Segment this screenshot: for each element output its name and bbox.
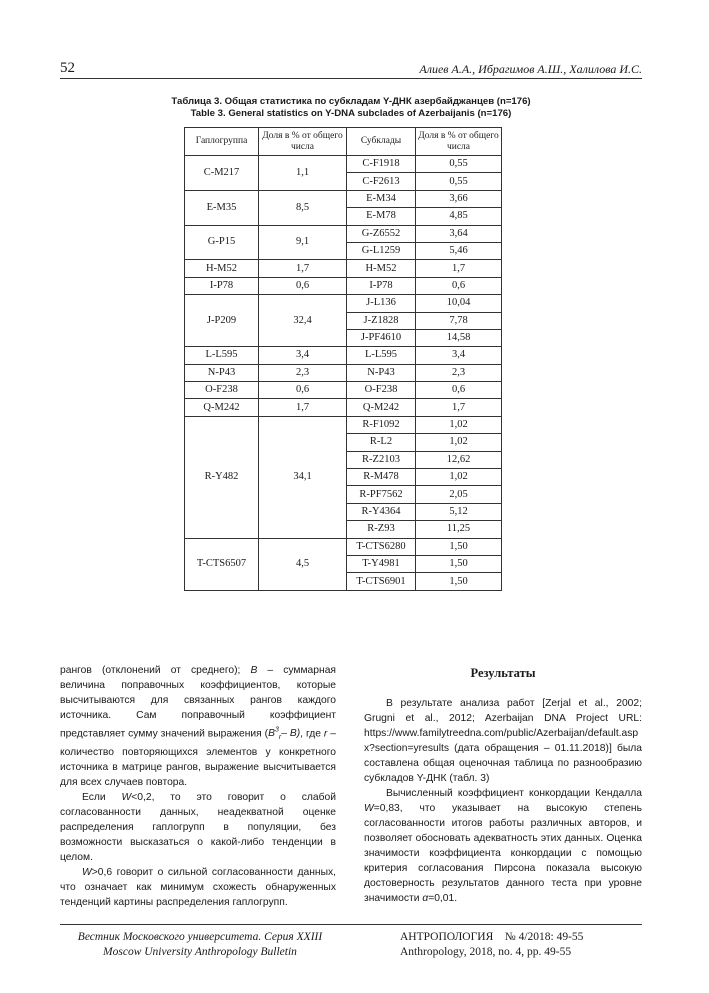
subclade-cell: C-F2613 bbox=[347, 173, 416, 190]
footer-journal-ru: Вестник Московского университета. Серия XXIII bbox=[77, 931, 323, 943]
results-heading: Результаты bbox=[470, 666, 536, 680]
haplogroup-cell: Q-M242 bbox=[185, 399, 259, 416]
subclade-share-cell: 14,58 bbox=[416, 329, 502, 346]
subclade-share-cell: 1,7 bbox=[416, 260, 502, 277]
table-caption-en: Table 3. General statistics on Y-DNA subclades of Azerbaijanis (n=176) bbox=[190, 108, 512, 119]
header-subclades: Субклады bbox=[347, 128, 416, 156]
subclade-cell: R-Z93 bbox=[347, 521, 416, 538]
table-row bbox=[185, 295, 502, 312]
paragraph-ranks: рангов (отклонений от среднего); В – суммарная величина поправочных коэффициентов, которые высчитываются для связанных рангов каждого источника. Сам поправочный коэффициент представляет сумму значений выражения ($B^3_r-$ B), где r – количество повторяющихся элементов у конкретного источника в матрице рангов, выражение высчитывается для всех случаев повтора. bbox=[60, 665, 336, 789]
table-row bbox=[185, 260, 502, 277]
subclade-cell: C-F1918 bbox=[347, 156, 416, 173]
subclade-cell: G-Z6552 bbox=[347, 225, 416, 242]
subclade-share-cell: 1,02 bbox=[416, 434, 502, 451]
subclade-cell: O-F238 bbox=[347, 382, 416, 399]
left-text-column bbox=[60, 663, 336, 910]
haplogroup-share-cell: 34,1 bbox=[259, 416, 347, 538]
haplogroup-cell: G-P15 bbox=[185, 225, 259, 260]
haplogroup-cell: T-CTS6507 bbox=[185, 538, 259, 590]
subclade-cell: G-L1259 bbox=[347, 242, 416, 259]
subclade-share-cell: 1,7 bbox=[416, 399, 502, 416]
table-row bbox=[185, 347, 502, 364]
table-row bbox=[185, 225, 502, 242]
paragraph-strong-agreement: W>0,6 говорит о сильной согласованности данных, что означает как минимум схожесть обнаруженных тенденций картины распределения гаплогрупп. bbox=[60, 867, 336, 909]
subclade-share-cell: 0,6 bbox=[416, 277, 502, 294]
subclade-cell: E-M34 bbox=[347, 190, 416, 207]
table-row bbox=[185, 156, 502, 173]
subclade-cell: E-M78 bbox=[347, 208, 416, 225]
haplogroup-share-cell: 3,4 bbox=[259, 347, 347, 364]
haplogroup-cell: E-M35 bbox=[185, 190, 259, 225]
haplogroup-share-cell: 32,4 bbox=[259, 295, 347, 347]
paragraph-kendall: Вычисленный коэффициент конкордации Кендалла W=0,83, что указывает на высокую степень согласованности итогов работы различных авторов, и позволяет обосновать адекватность этих данных. Оценка значимости коэффициента конкордации с помощью критерия согласования Пирсона показала высокую достоверность результатов данного теста при уровне значимости α=0,01. bbox=[364, 788, 642, 904]
haplogroup-share-cell: 1,7 bbox=[259, 260, 347, 277]
haplogroup-cell: J-P209 bbox=[185, 295, 259, 347]
running-header bbox=[60, 60, 642, 80]
haplogroup-cell: O-F238 bbox=[185, 382, 259, 399]
subclade-share-cell: 5,12 bbox=[416, 503, 502, 520]
table-row bbox=[185, 399, 502, 416]
haplogroup-share-cell: 1,1 bbox=[259, 156, 347, 191]
table-row bbox=[185, 277, 502, 294]
table-header-row bbox=[185, 128, 502, 156]
subclade-cell: J-L136 bbox=[347, 295, 416, 312]
footer-journal-en: Moscow University Anthropology Bulletin bbox=[103, 946, 297, 958]
footer-issue-en: Anthropology, 2018, no. 4, pp. 49-55 bbox=[400, 946, 572, 958]
subclade-share-cell: 0,55 bbox=[416, 156, 502, 173]
subclade-share-cell: 5,46 bbox=[416, 242, 502, 259]
right-text-column bbox=[364, 663, 642, 906]
haplogroup-cell: R-Y482 bbox=[185, 416, 259, 538]
header-haplogroup: Гаплогруппа bbox=[185, 128, 259, 156]
subclade-cell: R-Z2103 bbox=[347, 451, 416, 468]
table-body bbox=[185, 156, 502, 591]
subclade-share-cell: 1,02 bbox=[416, 469, 502, 486]
haplogroup-cell: H-M52 bbox=[185, 260, 259, 277]
subclade-share-cell: 1,50 bbox=[416, 555, 502, 572]
subclade-cell: J-PF4610 bbox=[347, 329, 416, 346]
subclade-cell: T-CTS6901 bbox=[347, 573, 416, 590]
subclade-cell: R-L2 bbox=[347, 434, 416, 451]
haplogroup-cell: N-P43 bbox=[185, 364, 259, 381]
subclade-share-cell: 0,6 bbox=[416, 382, 502, 399]
haplogroup-statistics-table bbox=[184, 127, 502, 591]
subclade-share-cell: 1,02 bbox=[416, 416, 502, 433]
header-subclade-share: Доля в % от общего числа bbox=[416, 128, 502, 156]
haplogroup-share-cell: 8,5 bbox=[259, 190, 347, 225]
subclade-share-cell: 3,66 bbox=[416, 190, 502, 207]
haplogroup-share-cell: 2,3 bbox=[259, 364, 347, 381]
subclade-share-cell: 10,04 bbox=[416, 295, 502, 312]
subclade-share-cell: 0,55 bbox=[416, 173, 502, 190]
page-number: 52 bbox=[60, 60, 75, 76]
header-rule bbox=[60, 78, 642, 79]
table-caption bbox=[60, 96, 642, 120]
haplogroup-share-cell: 9,1 bbox=[259, 225, 347, 260]
footer-issue-ru: АНТРОПОЛОГИЯ № 4/2018: 49-55 bbox=[400, 931, 584, 943]
haplogroup-share-cell: 4,5 bbox=[259, 538, 347, 590]
subclade-share-cell: 12,62 bbox=[416, 451, 502, 468]
subclade-share-cell: 4,85 bbox=[416, 208, 502, 225]
haplogroup-share-cell: 0,6 bbox=[259, 277, 347, 294]
subclade-share-cell: 7,78 bbox=[416, 312, 502, 329]
subclade-share-cell: 3,4 bbox=[416, 347, 502, 364]
subclade-cell: R-Y4364 bbox=[347, 503, 416, 520]
subclade-cell: N-P43 bbox=[347, 364, 416, 381]
footer-rule bbox=[60, 924, 642, 925]
paragraph-weak-agreement: Если W<0,2, то это говорит о слабой согласованности данных, неадекватной оценке распределения гаплогрупп в популяции, без возможности высказаться о какой-либо тенденции в целом. bbox=[60, 792, 336, 864]
running-authors: Алиев А.А., Ибрагимов А.Ш., Халилова И.С. bbox=[419, 62, 642, 76]
subclade-cell: L-L595 bbox=[347, 347, 416, 364]
subclade-cell: H-M52 bbox=[347, 260, 416, 277]
table-caption-ru: Таблица 3. Общая статистика по субкладам Y-ДНК азербайджанцев (n=176) bbox=[171, 96, 531, 107]
subclade-cell: R-M478 bbox=[347, 469, 416, 486]
subclade-share-cell: 3,64 bbox=[416, 225, 502, 242]
subclade-cell: T-CTS6280 bbox=[347, 538, 416, 555]
subclade-share-cell: 2,05 bbox=[416, 486, 502, 503]
subclade-cell: R-PF7562 bbox=[347, 486, 416, 503]
footer-issue bbox=[400, 930, 642, 960]
table-row bbox=[185, 382, 502, 399]
subclade-cell: Q-M242 bbox=[347, 399, 416, 416]
subclade-cell: T-Y4981 bbox=[347, 555, 416, 572]
table-row bbox=[185, 416, 502, 433]
haplogroup-share-cell: 1,7 bbox=[259, 399, 347, 416]
header-haplogroup-share: Доля в % от общего числа bbox=[259, 128, 347, 156]
subclade-cell: R-F1092 bbox=[347, 416, 416, 433]
subclade-cell: I-P78 bbox=[347, 277, 416, 294]
haplogroup-cell: L-L595 bbox=[185, 347, 259, 364]
haplogroup-cell: I-P78 bbox=[185, 277, 259, 294]
table-row bbox=[185, 190, 502, 207]
subclade-share-cell: 2,3 bbox=[416, 364, 502, 381]
subclade-share-cell: 1,50 bbox=[416, 538, 502, 555]
table-row bbox=[185, 364, 502, 381]
table-row bbox=[185, 538, 502, 555]
subclade-share-cell: 11,25 bbox=[416, 521, 502, 538]
paragraph-results-sources: В результате анализа работ [Zerjal et al., 2002; Grugni et al., 2012; Azerbaijan DNA Project URL: https://www.familytreedna.com/public/Azerbaijan/default.aspx?section=yresults (дата обращения – 01.11.2018)] была составлена общая оценочная таблица по разнообразию субкладов Y-ДНК (табл. 3) bbox=[364, 698, 642, 784]
footer-journal bbox=[60, 930, 340, 960]
haplogroup-share-cell: 0,6 bbox=[259, 382, 347, 399]
subclade-cell: J-Z1828 bbox=[347, 312, 416, 329]
subclade-share-cell: 1,50 bbox=[416, 573, 502, 590]
haplogroup-cell: C-M217 bbox=[185, 156, 259, 191]
